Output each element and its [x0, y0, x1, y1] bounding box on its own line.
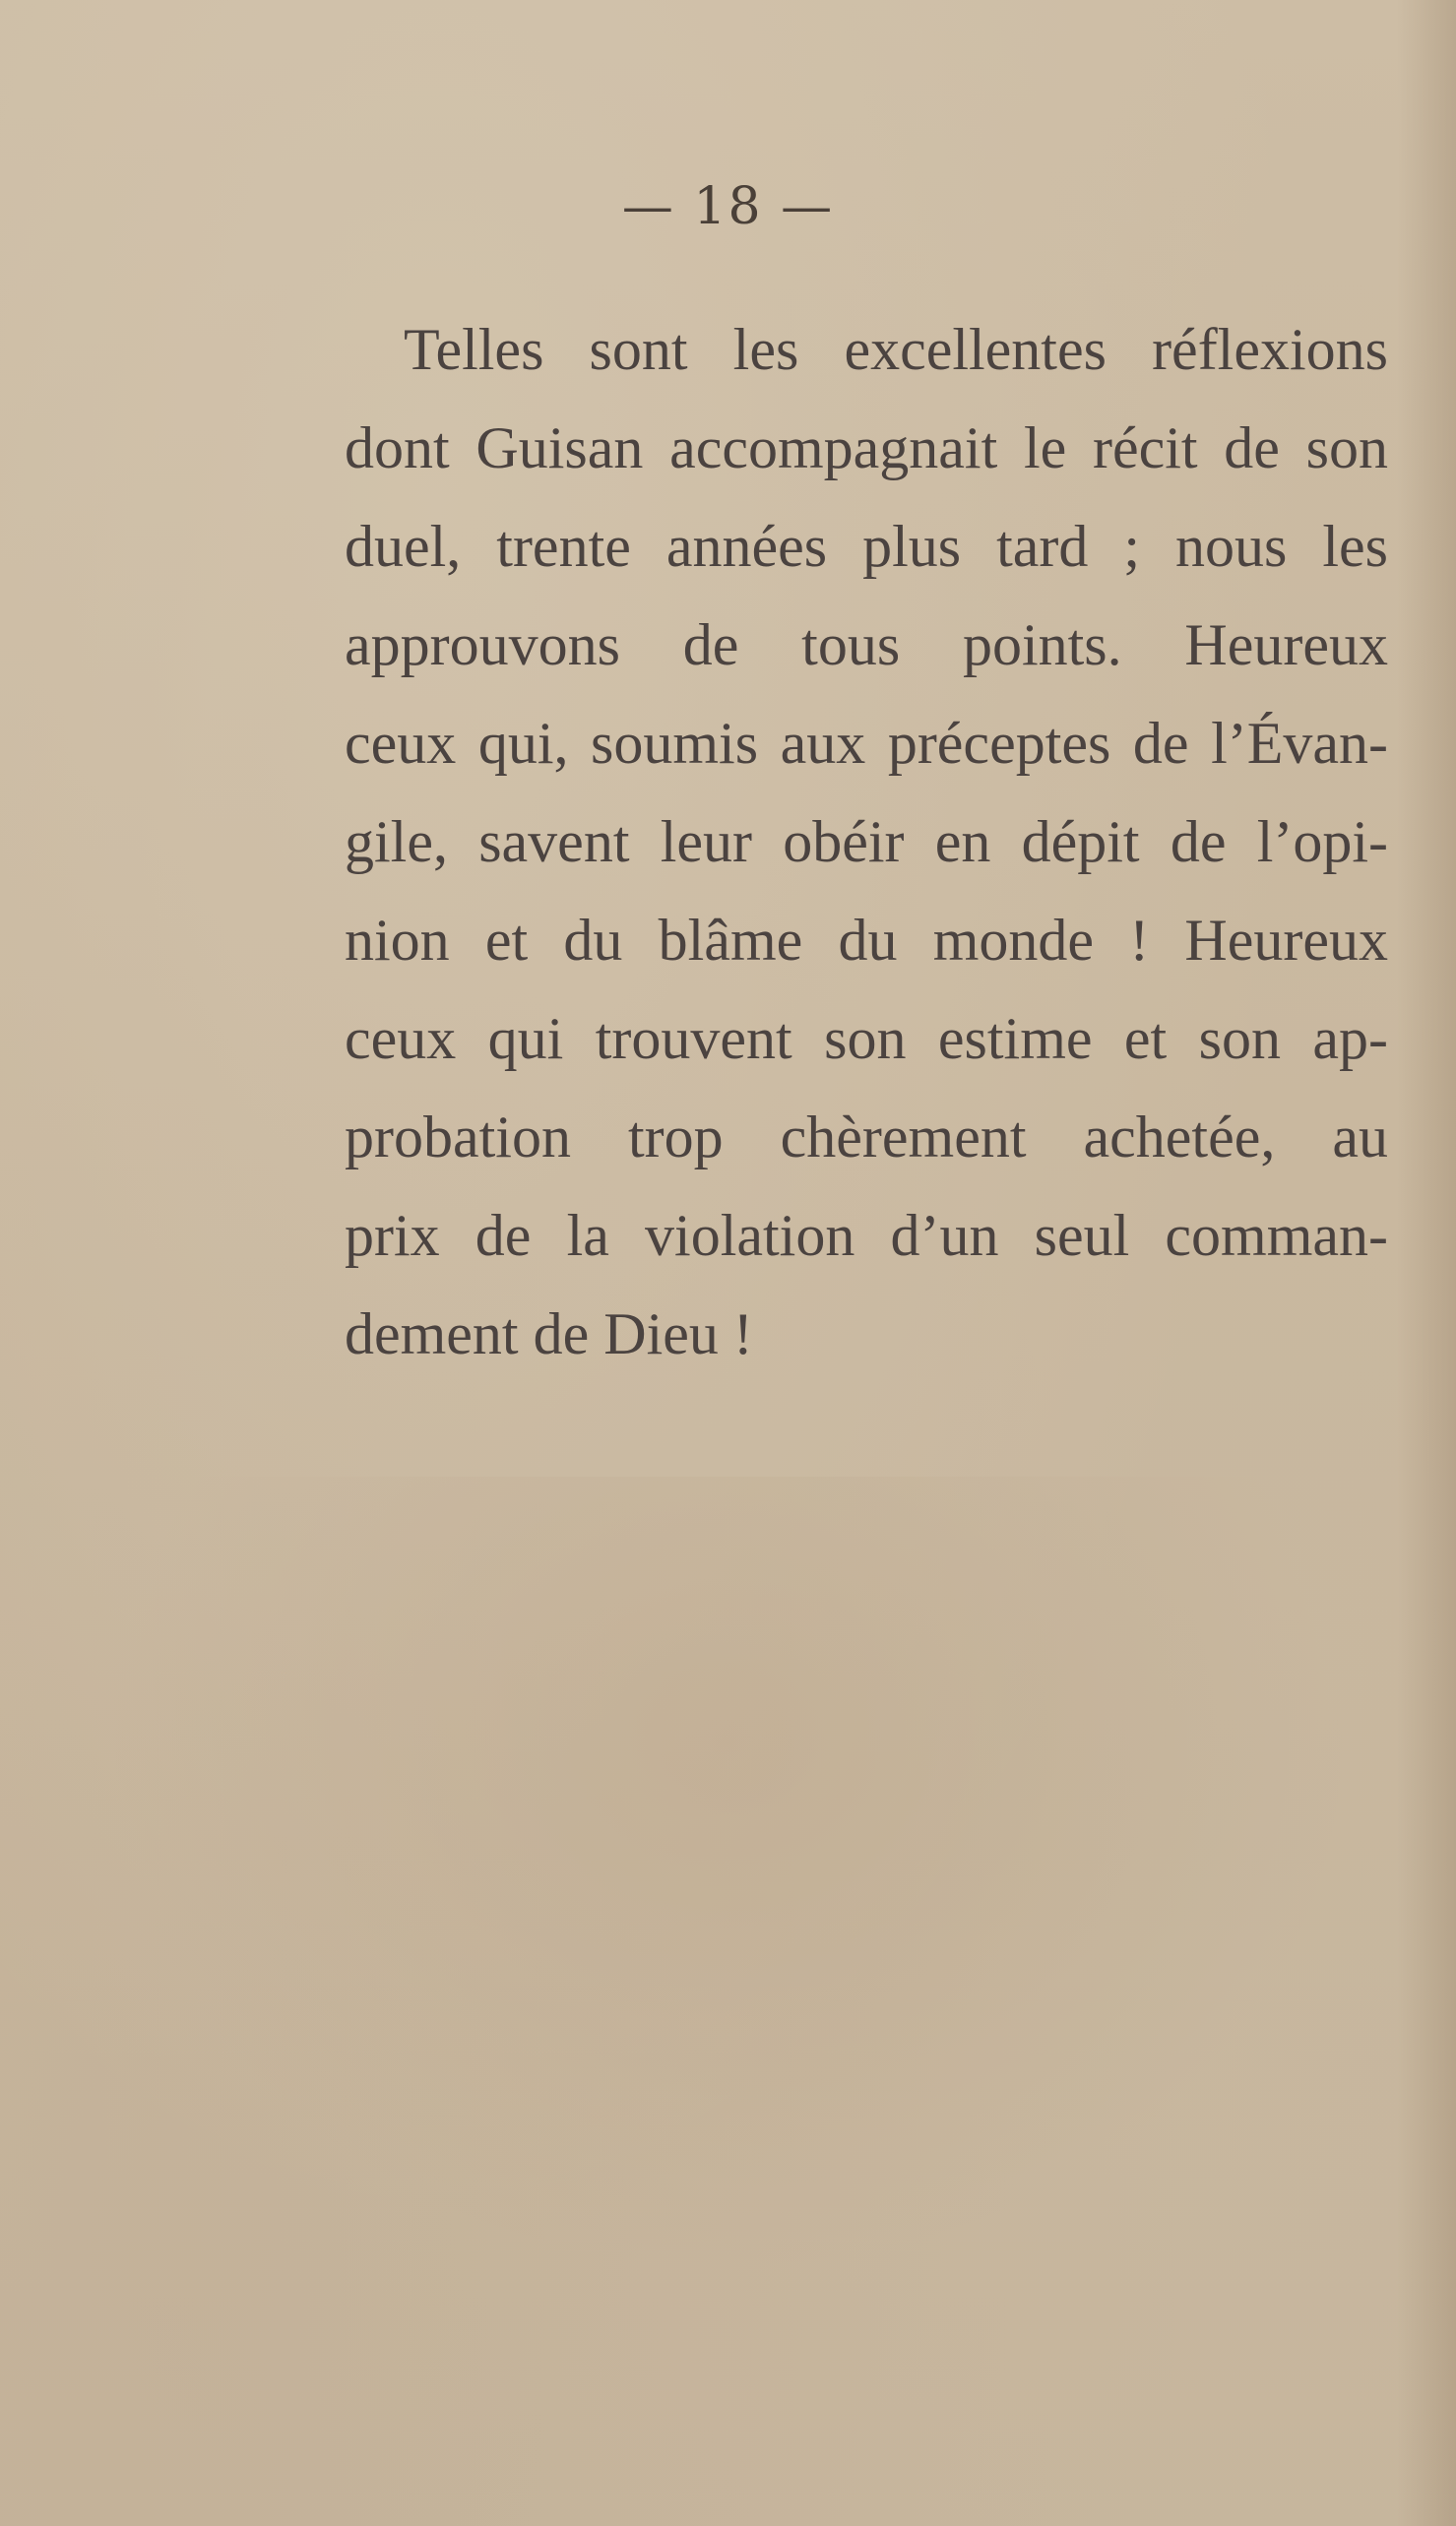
text-line: ceux qui, soumis aux préceptes de l’Évan-	[345, 711, 1388, 776]
text-line: dement de Dieu !	[345, 1301, 753, 1366]
page-number: — 18 —	[621, 177, 835, 236]
page-edge-shadow	[1397, 0, 1456, 2526]
text-line: prix de la violation d’un seul comman-	[345, 1203, 1388, 1268]
text-line: nion et du blâme du monde ! Heureux	[345, 908, 1388, 973]
text-line: gile, savent leur obéir en dépit de l’opi-	[345, 809, 1388, 874]
paper-stain	[0, 1477, 1456, 2363]
text-line: Telles sont les excellentes réflexions	[404, 317, 1388, 382]
text-line: probation trop chèrement achetée, au	[345, 1105, 1388, 1169]
text-line: ceux qui trouvent son estime et son ap-	[345, 1006, 1388, 1071]
text-line: duel, trente années plus tard ; nous les	[345, 514, 1388, 579]
body-text	[345, 300, 1388, 1383]
text-line: dont Guisan accompagnait le récit de son	[345, 415, 1388, 480]
text-line: approuvons de tous points. Heureux	[345, 612, 1388, 677]
